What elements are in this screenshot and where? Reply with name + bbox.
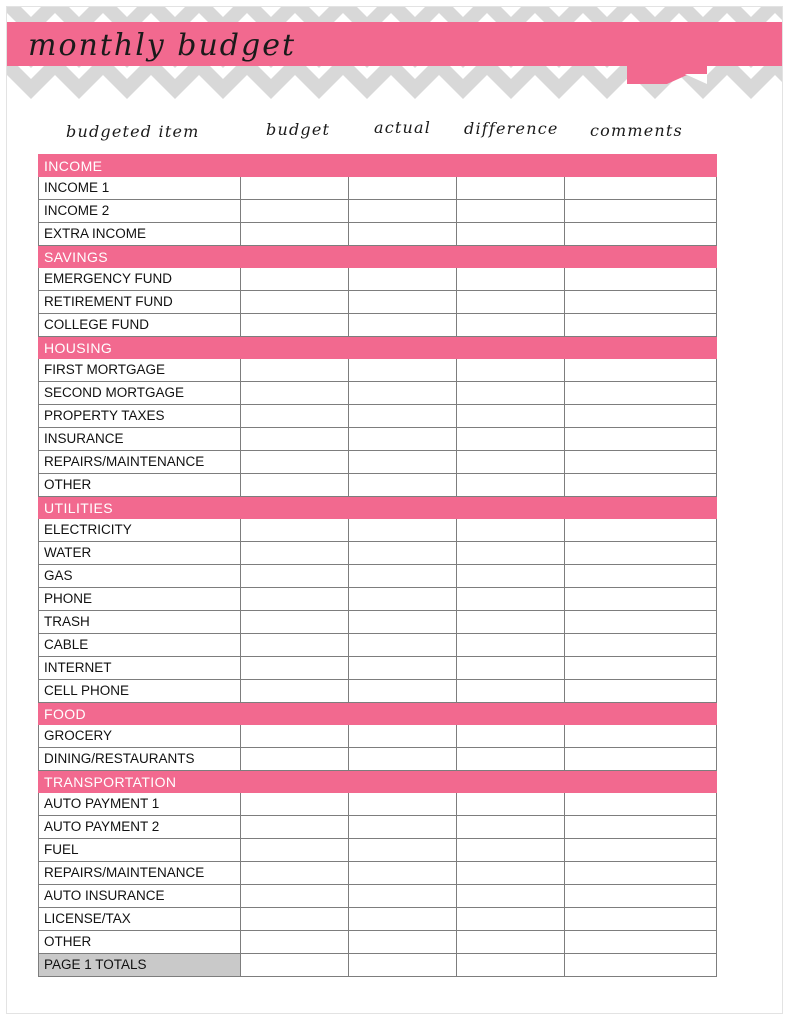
cell-comments[interactable] [565, 816, 717, 839]
cell-actual[interactable] [349, 816, 457, 839]
cell-actual[interactable] [349, 611, 457, 634]
cell-difference[interactable] [457, 816, 565, 839]
table-row [39, 177, 717, 200]
cell-comments[interactable] [565, 748, 717, 771]
item-label: TRASH [39, 611, 241, 634]
cell-difference[interactable] [457, 680, 565, 703]
cell-comments[interactable] [565, 862, 717, 885]
section-row [39, 703, 717, 725]
cell-budget[interactable] [241, 908, 349, 931]
cell-budget[interactable] [241, 816, 349, 839]
cell-difference[interactable] [457, 954, 565, 977]
cell-comments[interactable] [565, 519, 717, 542]
table-row [39, 611, 717, 634]
cell-difference[interactable] [457, 725, 565, 748]
item-label: SECOND MORTGAGE [39, 382, 241, 405]
item-label: EXTRA INCOME [39, 223, 241, 246]
table-row [39, 405, 717, 428]
totals-row [39, 954, 717, 977]
item-label: INCOME 2 [39, 200, 241, 223]
item-label: RETIREMENT FUND [39, 291, 241, 314]
cell-comments[interactable] [565, 908, 717, 931]
cell-comments[interactable] [565, 268, 717, 291]
cell-actual[interactable] [349, 451, 457, 474]
page-title: monthly budget [28, 28, 297, 63]
cell-comments[interactable] [565, 382, 717, 405]
cell-actual[interactable] [349, 519, 457, 542]
item-label: INCOME 1 [39, 177, 241, 200]
cell-difference[interactable] [457, 885, 565, 908]
cell-comments[interactable] [565, 405, 717, 428]
cell-comments[interactable] [565, 725, 717, 748]
cell-actual[interactable] [349, 657, 457, 680]
column-headings [38, 118, 738, 148]
cell-comments[interactable] [565, 657, 717, 680]
cell-budget[interactable] [241, 588, 349, 611]
cell-difference[interactable] [457, 451, 565, 474]
table-row [39, 748, 717, 771]
cell-difference[interactable] [457, 314, 565, 337]
cell-actual[interactable] [349, 588, 457, 611]
cell-actual[interactable] [349, 885, 457, 908]
cell-actual[interactable] [349, 223, 457, 246]
cell-comments[interactable] [565, 359, 717, 382]
table-row [39, 291, 717, 314]
table-row [39, 223, 717, 246]
cell-budget[interactable] [241, 839, 349, 862]
column-heading-item: budgeted item [66, 122, 200, 141]
table-row [39, 588, 717, 611]
column-heading-comments: comments [590, 121, 683, 140]
cell-comments[interactable] [565, 314, 717, 337]
table-row [39, 816, 717, 839]
cell-budget[interactable] [241, 565, 349, 588]
cell-comments[interactable] [565, 428, 717, 451]
cell-budget[interactable] [241, 657, 349, 680]
item-label: DINING/RESTAURANTS [39, 748, 241, 771]
item-label: REPAIRS/MAINTENANCE [39, 862, 241, 885]
cell-actual[interactable] [349, 634, 457, 657]
cell-actual[interactable] [349, 680, 457, 703]
column-heading-actual: actual [374, 118, 432, 137]
item-label: REPAIRS/MAINTENANCE [39, 451, 241, 474]
cell-difference[interactable] [457, 405, 565, 428]
cell-budget[interactable] [241, 268, 349, 291]
table-row [39, 634, 717, 657]
section-label: TRANSPORTATION [39, 771, 717, 793]
section-row [39, 337, 717, 359]
table-row [39, 542, 717, 565]
cell-comments[interactable] [565, 200, 717, 223]
section-row [39, 246, 717, 268]
cell-difference[interactable] [457, 565, 565, 588]
cell-comments[interactable] [565, 885, 717, 908]
cell-difference[interactable] [457, 382, 565, 405]
cell-budget[interactable] [241, 428, 349, 451]
cell-difference[interactable] [457, 428, 565, 451]
item-label: AUTO PAYMENT 1 [39, 793, 241, 816]
cell-budget[interactable] [241, 291, 349, 314]
cell-actual[interactable] [349, 542, 457, 565]
item-label: GROCERY [39, 725, 241, 748]
cell-difference[interactable] [457, 611, 565, 634]
totals-label: PAGE 1 TOTALS [39, 954, 241, 977]
cell-comments[interactable] [565, 680, 717, 703]
cell-difference[interactable] [457, 359, 565, 382]
cell-difference[interactable] [457, 223, 565, 246]
table-row [39, 565, 717, 588]
cell-difference[interactable] [457, 657, 565, 680]
section-row [39, 497, 717, 519]
table-row [39, 885, 717, 908]
item-label: INSURANCE [39, 428, 241, 451]
cell-budget[interactable] [241, 931, 349, 954]
cell-budget[interactable] [241, 474, 349, 497]
cell-budget[interactable] [241, 634, 349, 657]
cell-budget[interactable] [241, 748, 349, 771]
section-label: SAVINGS [39, 246, 717, 268]
item-label: WATER [39, 542, 241, 565]
cell-budget[interactable] [241, 793, 349, 816]
cell-difference[interactable] [457, 542, 565, 565]
table-row [39, 908, 717, 931]
cell-difference[interactable] [457, 474, 565, 497]
section-row [39, 771, 717, 793]
cell-comments[interactable] [565, 474, 717, 497]
cell-difference[interactable] [457, 291, 565, 314]
cell-budget[interactable] [241, 382, 349, 405]
column-heading-difference: difference [464, 119, 559, 138]
cell-budget[interactable] [241, 359, 349, 382]
table-row [39, 657, 717, 680]
cell-actual[interactable] [349, 725, 457, 748]
cell-difference[interactable] [457, 634, 565, 657]
cell-actual[interactable] [349, 200, 457, 223]
cell-actual[interactable] [349, 474, 457, 497]
cell-actual[interactable] [349, 565, 457, 588]
section-label: HOUSING [39, 337, 717, 359]
budget-table [38, 154, 717, 977]
cell-comments[interactable] [565, 565, 717, 588]
item-label: CELL PHONE [39, 680, 241, 703]
item-label: AUTO PAYMENT 2 [39, 816, 241, 839]
cell-actual[interactable] [349, 177, 457, 200]
table-row [39, 839, 717, 862]
cell-budget[interactable] [241, 200, 349, 223]
cell-actual[interactable] [349, 862, 457, 885]
table-row [39, 382, 717, 405]
cell-comments[interactable] [565, 223, 717, 246]
cell-budget[interactable] [241, 405, 349, 428]
item-label: FIRST MORTGAGE [39, 359, 241, 382]
item-label: OTHER [39, 474, 241, 497]
cell-difference[interactable] [457, 839, 565, 862]
cell-actual[interactable] [349, 748, 457, 771]
cell-budget[interactable] [241, 862, 349, 885]
section-label: FOOD [39, 703, 717, 725]
cell-difference[interactable] [457, 862, 565, 885]
table-row [39, 428, 717, 451]
cell-difference[interactable] [457, 588, 565, 611]
cell-actual[interactable] [349, 931, 457, 954]
cell-difference[interactable] [457, 268, 565, 291]
cell-budget[interactable] [241, 542, 349, 565]
cell-budget[interactable] [241, 314, 349, 337]
cell-budget[interactable] [241, 177, 349, 200]
cell-difference[interactable] [457, 200, 565, 223]
table-row [39, 680, 717, 703]
cell-difference[interactable] [457, 931, 565, 954]
cell-actual[interactable] [349, 405, 457, 428]
item-label: GAS [39, 565, 241, 588]
table-row [39, 725, 717, 748]
table-row [39, 931, 717, 954]
table-row [39, 451, 717, 474]
cell-comments[interactable] [565, 634, 717, 657]
table-row [39, 519, 717, 542]
cell-comments[interactable] [565, 291, 717, 314]
cell-actual[interactable] [349, 314, 457, 337]
cell-actual[interactable] [349, 793, 457, 816]
item-label: AUTO INSURANCE [39, 885, 241, 908]
item-label: PROPERTY TAXES [39, 405, 241, 428]
cell-comments[interactable] [565, 954, 717, 977]
cell-difference[interactable] [457, 908, 565, 931]
cell-difference[interactable] [457, 748, 565, 771]
cell-actual[interactable] [349, 908, 457, 931]
cell-budget[interactable] [241, 680, 349, 703]
cell-comments[interactable] [565, 793, 717, 816]
cell-difference[interactable] [457, 177, 565, 200]
column-heading-budget: budget [266, 120, 331, 139]
cell-actual[interactable] [349, 954, 457, 977]
cell-budget[interactable] [241, 954, 349, 977]
section-label: INCOME [39, 155, 717, 177]
cell-difference[interactable] [457, 793, 565, 816]
cell-budget[interactable] [241, 223, 349, 246]
item-label: OTHER [39, 931, 241, 954]
table-row [39, 200, 717, 223]
cell-difference[interactable] [457, 519, 565, 542]
item-label: COLLEGE FUND [39, 314, 241, 337]
cell-comments[interactable] [565, 177, 717, 200]
cell-actual[interactable] [349, 291, 457, 314]
table-row [39, 862, 717, 885]
cell-comments[interactable] [565, 588, 717, 611]
cell-comments[interactable] [565, 611, 717, 634]
item-label: FUEL [39, 839, 241, 862]
cell-budget[interactable] [241, 451, 349, 474]
item-label: PHONE [39, 588, 241, 611]
item-label: LICENSE/TAX [39, 908, 241, 931]
table-row [39, 268, 717, 291]
item-label: EMERGENCY FUND [39, 268, 241, 291]
cell-budget[interactable] [241, 519, 349, 542]
cell-budget[interactable] [241, 885, 349, 908]
cell-comments[interactable] [565, 542, 717, 565]
cell-actual[interactable] [349, 268, 457, 291]
cell-actual[interactable] [349, 382, 457, 405]
item-label: CABLE [39, 634, 241, 657]
cell-actual[interactable] [349, 359, 457, 382]
table-row [39, 359, 717, 382]
section-row [39, 155, 717, 177]
cell-budget[interactable] [241, 725, 349, 748]
cell-comments[interactable] [565, 451, 717, 474]
cell-comments[interactable] [565, 839, 717, 862]
table-row [39, 314, 717, 337]
cell-actual[interactable] [349, 839, 457, 862]
section-label: UTILITIES [39, 497, 717, 519]
table-row [39, 474, 717, 497]
table-row [39, 793, 717, 816]
cell-actual[interactable] [349, 428, 457, 451]
cell-budget[interactable] [241, 611, 349, 634]
cell-comments[interactable] [565, 931, 717, 954]
item-label: ELECTRICITY [39, 519, 241, 542]
item-label: INTERNET [39, 657, 241, 680]
